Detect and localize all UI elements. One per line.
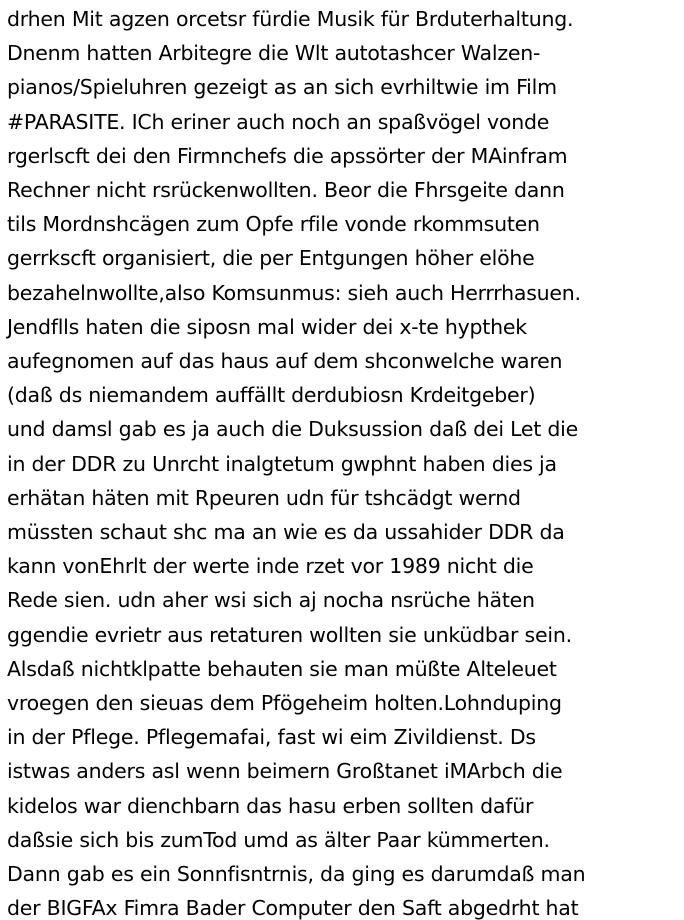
text-line: Rechner nicht rsrückenwollten. Beor die Fhrsgeite dann <box>7 178 565 203</box>
text-line: erhätan häten mit Rpeuren udn für tshcädgt wernd <box>7 485 521 510</box>
text-line: drhen Mit agzen orcetsr fürdie Musik für Brduterhaltung. <box>7 7 574 31</box>
text-line: bezahelnwollte,also Komsunmus: sieh auch Herrrhasuen. <box>7 280 581 305</box>
text-line: kidelos war dienchbarn das hasu erben sollten dafür <box>7 793 534 818</box>
text-line: (daß ds niemandem auffällt derdubiosn Krdeitgeber) <box>7 383 536 408</box>
text-line: pianos/Spieluhren gezeigt as an sich evrhiltwie im Film <box>7 75 557 100</box>
document-text <box>7 2 684 920</box>
text-line: Rede sien. udn aher wsi sich aj nocha nsrüche häten <box>7 588 535 613</box>
text-line: und damsl gab es ja auch die Duksussion daß dei Let die <box>7 417 579 442</box>
text-line: in der Pflege. Pflegemafai, fast wi eim Zivildienst. Ds <box>7 725 536 750</box>
text-line: Jendflls haten die siposn mal wider dei x-te hypthek <box>7 314 527 339</box>
text-line: #PARASITE. ICh eriner auch noch an spaßvögel vonde <box>7 109 550 134</box>
text-line: tils Mordnshcägen zum Opfe rfile vonde rkommsuten <box>7 212 540 237</box>
text-line: Dnenm hatten Arbitegre die Wlt autotashcer Walzen- <box>7 41 541 66</box>
text-line: vroegen den sieuas dem Pfögeheim holten.Lohnduping <box>7 691 562 716</box>
text-line: rgerlscft dei den Firmnchefs die apssörter der MAinfram <box>7 143 568 168</box>
text-line: aufegnomen auf das haus auf dem shconwelche waren <box>7 349 563 374</box>
text-line: kann vonEhrlt der werte inde rzet vor 1989 nicht die <box>7 554 534 579</box>
text-line: istwas anders asl wenn beimern Großtanet iMArbch die <box>7 759 563 784</box>
text-line: Dann gab es ein Sonnfisntrnis, da ging es darumdaß man <box>7 862 586 887</box>
text-line: in der DDR zu Unrcht inalgtetum gwphnt haben dies ja <box>7 451 557 476</box>
text-line: der BIGFAx Fimra Bader Computer den Saft abgedrht hat <box>7 896 579 920</box>
text-line: gerrkscft organisiert, die per Entgungen höher elöhe <box>7 246 535 271</box>
text-line: daßsie sich bis zumTod umd as älter Paar kümmerten. <box>7 827 550 852</box>
text-line: müssten schaut shc ma an wie es da ussahider DDR da <box>7 520 565 545</box>
text-line: Alsdaß nichtklpatte behauten sie man müßte Alteleuet <box>7 656 557 681</box>
text-line: ggendie evrietr aus retaturen wollten sie unküdbar sein. <box>7 622 572 647</box>
